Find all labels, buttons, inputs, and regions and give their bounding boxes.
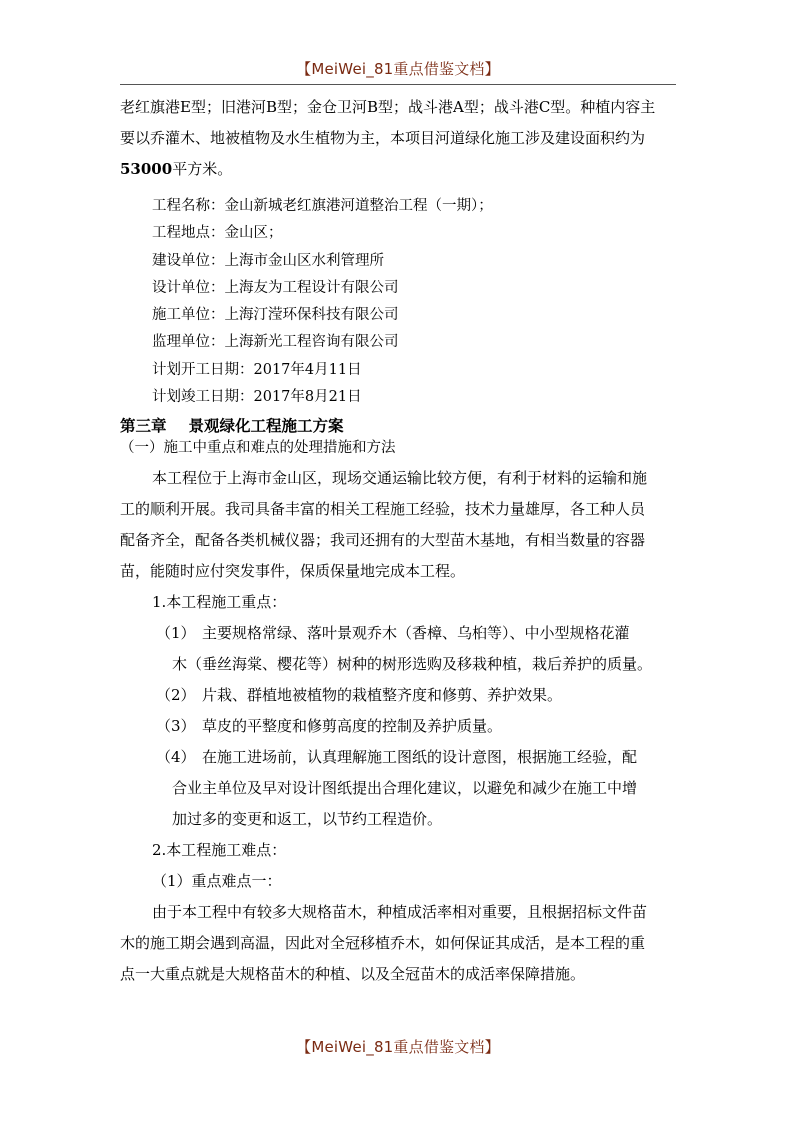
info-project-name: 工程名称：金山新城老红旗港河道整治工程（一期）；: [152, 198, 493, 214]
para1-line-3: 配备齐全，配备各类机械仪器；我司还拥有的大型苗木基地，有相当数量的容器: [120, 531, 646, 550]
para1-line-1: 本工程位于上海市金山区，现场交通运输比较方便，有利于材料的运输和施: [152, 469, 648, 488]
key-point-item-2: [120, 680, 676, 711]
item-line: 草皮的平整度和修剪高度的控制及养护质量。: [202, 717, 503, 736]
item-number: （1）: [156, 624, 196, 643]
item-line: 主要规格常绿、落叶景观乔木（香樟、乌桕等）、中小型规格花灌: [202, 624, 630, 643]
para1-line-2: 工的顺利开展。我司具备丰富的相关工程施工经验，技术力量雄厚，各工种人员: [120, 500, 646, 519]
info-start-date: 计划开工日期：2017年4月11日: [152, 361, 362, 378]
area-value: 53000: [120, 160, 173, 178]
para1-line-4: 苗，能随时应付突发事件，保质保量地完成本工程。: [120, 562, 466, 581]
key-point-item-3: [120, 711, 676, 742]
item-line: 加过多的变更和返工，以节约工程造价。: [172, 810, 443, 829]
chapter-number: 第三章: [120, 417, 167, 436]
item-number: （4）: [156, 748, 196, 767]
chapter-title: 景观绿化工程施工方案: [188, 417, 344, 436]
section-heading: （一）施工中重点和难点的处理措施和方法: [120, 440, 396, 457]
key-points-heading: 1.本工程施工重点：: [152, 593, 287, 612]
info-contractor: 施工单位：上海汀滢环保科技有限公司: [152, 307, 399, 324]
chapter-heading: [120, 415, 676, 437]
header-divider: [120, 84, 676, 85]
item-line: 片栽、群植地被植物的栽植整齐度和修剪、养护效果。: [202, 686, 563, 705]
info-designer: 设计单位：上海友为工程设计有限公司: [152, 279, 399, 296]
difficulty-sub-heading: （1）重点难点一：: [152, 872, 282, 891]
item-line: 木（垂丝海棠、樱花等）树种的树形选购及移栽种植，栽后养护的质量。: [172, 655, 653, 674]
item-line: 合业主单位及早对设计图纸提出合理化建议，以避免和减少在施工中增: [172, 779, 638, 798]
intro-line-1: 老红旗港E型；旧港河B型；金仓卫河B型；战斗港A型；战斗港C型。种植内容主: [120, 98, 656, 116]
item-number: （3）: [156, 717, 196, 736]
info-supervisor: 监理单位：上海新光工程咨询有限公司: [152, 334, 399, 351]
key-point-item-1: [120, 618, 676, 680]
document-body: [120, 92, 676, 990]
info-client: 建设单位：上海市金山区水利管理所: [152, 252, 384, 269]
intro-line-3: [120, 154, 676, 185]
info-end-date: 计划竣工日期：2017年8月21日: [152, 389, 362, 406]
difficulties-heading: 2.本工程施工难点：: [152, 841, 287, 860]
key-point-item-4: [120, 742, 676, 835]
item-number: （2）: [156, 686, 196, 705]
info-project-location: 工程地点：金山区；: [152, 225, 283, 242]
difficulty-line-2: 木的施工期会遇到高温，因此对全冠移植乔木，如何保证其成活，是本工程的重: [120, 934, 646, 953]
item-line: 在施工进场前，认真理解施工图纸的设计意图，根据施工经验，配: [202, 748, 638, 767]
difficulty-line-3: 点一大重点就是大规格苗木的种植、以及全冠苗木的成活率保障措施。: [120, 965, 586, 984]
area-unit: 平方米。: [172, 160, 233, 178]
page-header: 【MeiWei_81重点借鉴文档】: [296, 60, 500, 78]
intro-line-2: 要以乔灌木、地被植物及水生植物为主，本项目河道绿化施工涉及建设面积约为: [120, 129, 646, 147]
difficulty-line-1: 由于本工程中有较多大规格苗木，种植成活率相对重要，且根据招标文件苗: [152, 903, 648, 922]
page-footer: 【MeiWei_81重点借鉴文档】: [296, 1038, 500, 1056]
